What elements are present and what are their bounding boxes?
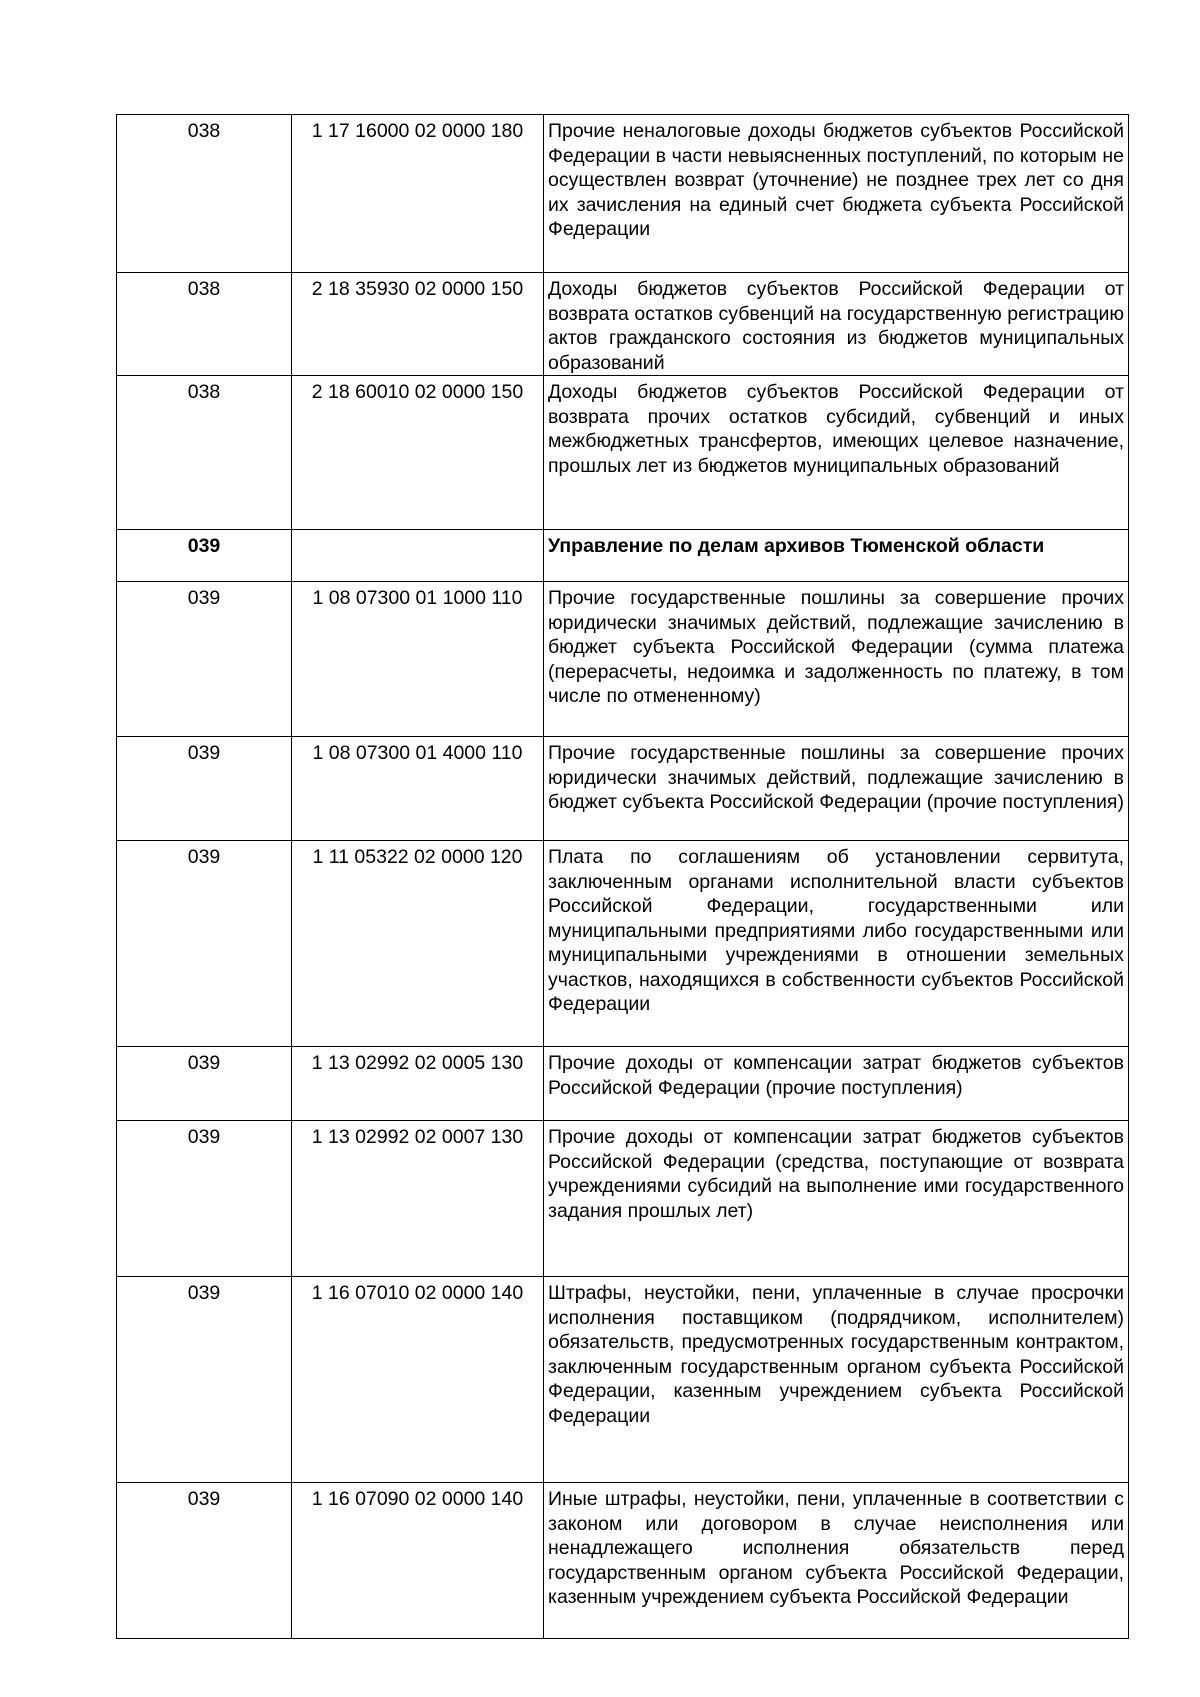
table-row [117, 1047, 1129, 1121]
admin-code-cell: 038 [117, 273, 292, 376]
admin-code-cell: 039 [117, 737, 292, 841]
admin-code-cell: 039 [117, 841, 292, 1047]
budget-code-cell: 1 13 02992 02 0005 130 [292, 1047, 544, 1121]
revenue-name-cell: Доходы бюджетов субъектов Российской Федерации от возврата прочих остатков субсидий, субвенций и иных межбюджетных трансфертов, имеющих целевое назначение, прошлых лет из бюджетов муниципальных образований [544, 376, 1129, 530]
budget-code-cell: 1 08 07300 01 4000 110 [292, 737, 544, 841]
table-row [117, 1483, 1129, 1639]
admin-code-cell: 038 [117, 115, 292, 273]
admin-code-cell: 039 [117, 1121, 292, 1277]
table-row [117, 273, 1129, 376]
revenue-name-cell: Прочие государственные пошлины за совершение прочих юридически значимых действий, подлежащие зачислению в бюджет субъекта Российской Федерации (прочие поступления) [544, 737, 1129, 841]
budget-code-cell: 1 16 07090 02 0000 140 [292, 1483, 544, 1639]
revenue-name-cell: Прочие государственные пошлины за совершение прочих юридически значимых действий, подлежащие зачислению в бюджет субъекта Российской Федерации (сумма платежа (перерасчеты, недоимка и задолженность по платежу, в том числе по отмененному) [544, 582, 1129, 737]
budget-code-cell: 2 18 35930 02 0000 150 [292, 273, 544, 376]
revenue-name-cell: Доходы бюджетов субъектов Российской Федерации от возврата остатков субвенций на государственную регистрацию актов гражданского состояния из бюджетов муниципальных образований [544, 273, 1129, 376]
admin-code-cell: 039 [117, 582, 292, 737]
table-row [117, 376, 1129, 530]
revenue-name-cell: Штрафы, неустойки, пени, уплаченные в случае просрочки исполнения поставщиком (подрядчиком, исполнителем) обязательств, предусмотренных государственным контрактом, заключенным государственным органом субъекта Российской Федерации, казенным учреждением субъекта Российской Федерации [544, 1277, 1129, 1483]
admin-code-cell: 039 [117, 530, 292, 582]
admin-code-cell: 039 [117, 1483, 292, 1639]
budget-code-cell: 2 18 60010 02 0000 150 [292, 376, 544, 530]
table-row [117, 737, 1129, 841]
budget-code-cell: 1 08 07300 01 1000 110 [292, 582, 544, 737]
budget-code-cell: 1 13 02992 02 0007 130 [292, 1121, 544, 1277]
administrator-name-cell: Управление по делам архивов Тюменской области [544, 530, 1129, 582]
budget-code-cell [292, 530, 544, 582]
budget-code-cell: 1 17 16000 02 0000 180 [292, 115, 544, 273]
revenue-codes-table [116, 114, 1129, 1639]
revenue-name-cell: Иные штрафы, неустойки, пени, уплаченные в соответствии с законом или договором в случае неисполнения или ненадлежащего исполнения обязательств перед государственным органом субъекта Российской Федерации, казенным учреждением субъекта Российской Федерации [544, 1483, 1129, 1639]
table-row [117, 1277, 1129, 1483]
admin-code-cell: 038 [117, 376, 292, 530]
admin-code-cell: 039 [117, 1277, 292, 1483]
budget-code-cell: 1 16 07010 02 0000 140 [292, 1277, 544, 1483]
budget-code-cell: 1 11 05322 02 0000 120 [292, 841, 544, 1047]
table-row [117, 841, 1129, 1047]
table-row [117, 1121, 1129, 1277]
section-header-row [117, 530, 1129, 582]
table-row [117, 582, 1129, 737]
revenue-name-cell: Плата по соглашениям об установлении сервитута, заключенным органами исполнительной власти субъектов Российской Федерации, государственными или муниципальными предприятиями либо государственными или муниципальными учреждениями в отношении земельных участков, находящихся в собственности субъектов Российской Федерации [544, 841, 1129, 1047]
admin-code-cell: 039 [117, 1047, 292, 1121]
table-row [117, 115, 1129, 273]
revenue-name-cell: Прочие доходы от компенсации затрат бюджетов субъектов Российской Федерации (прочие поступления) [544, 1047, 1129, 1121]
revenue-name-cell: Прочие неналоговые доходы бюджетов субъектов Российской Федерации в части невыясненных поступлений, по которым не осуществлен возврат (уточнение) не позднее трех лет со дня их зачисления на единый счет бюджета субъекта Российской Федерации [544, 115, 1129, 273]
revenue-name-cell: Прочие доходы от компенсации затрат бюджетов субъектов Российской Федерации (средства, поступающие от возврата учреждениями субсидий на выполнение ими государственного задания прошлых лет) [544, 1121, 1129, 1277]
